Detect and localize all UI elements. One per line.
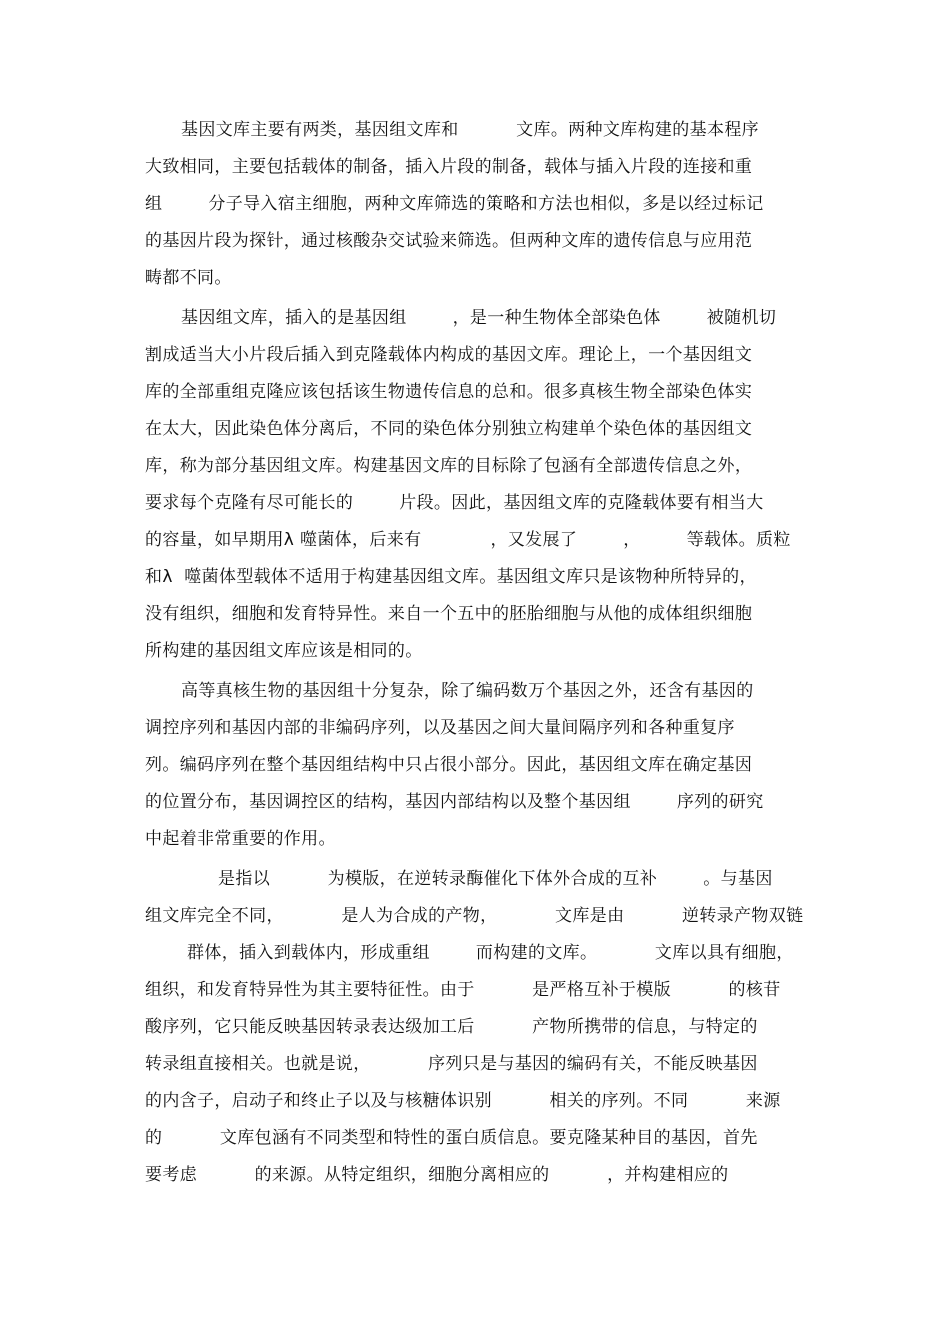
paragraph-3-line-3: 列。编码序列在整个基因组结构中只占很小部分。因此，基因组文库在确定基因	[145, 755, 753, 775]
paragraph-2-line-8: 和λ 噬菌体型载体不适用于构建基因组文库。基因组文库只是该物种所特异的，	[145, 567, 757, 587]
paragraph-1-line-1: 基因文库主要有两类，基因组文库和 文库。两种文库构建的基本程序	[181, 120, 760, 140]
paragraph-1-line-2: 大致相同，主要包括载体的制备，插入片段的制备，载体与插入片段的连接和重	[145, 157, 753, 177]
paragraph-4-line-4: 组织，和发育特异性为其主要特征性。由于 是严格互补于模版 的核苷	[145, 980, 781, 1000]
paragraph-4-line-9: 要考虑 的来源。从特定组织，细胞分离相应的 ，并构建相应的	[145, 1165, 729, 1185]
paragraph-4-line-5: 酸序列，它只能反映基因转录表达级加工后 产物所携带的信息，与特定的	[145, 1017, 758, 1037]
paragraph-2-line-1: 基因组文库，插入的是基因组 ，是一种生物体全部染色体 被随机切	[181, 308, 777, 328]
paragraph-4-line-2: 组文库完全不同， 是人为合成的产物， 文库是由 逆转录产物双链	[145, 906, 804, 926]
paragraph-4-line-3: 群体，插入到载体内，形成重组 而构建的文库。 文库以具有细胞，	[187, 943, 794, 963]
paragraph-4-line-1: 是指以 为模版，在逆转录酶催化下体外合成的互补 。与基因	[218, 869, 773, 889]
paragraph-3-line-5: 中起着非常重要的作用。	[145, 829, 336, 849]
paragraph-2-line-7: 的容量，如早期用λ 噬菌体，后来有 ，又发展了 ， 等载体。质粒	[145, 530, 791, 550]
paragraph-2-line-10: 所构建的基因组文库应该是相同的。	[145, 641, 423, 661]
paragraph-2-line-9: 没有组织，细胞和发育特异性。来自一个五中的胚胎细胞与从他的成体组织细胞	[145, 604, 753, 624]
paragraph-4-line-6: 转录组直接相关。也就是说， 序列只是与基因的编码有关，不能反映基因	[145, 1054, 758, 1074]
paragraph-3-line-4: 的位置分布，基因调控区的结构，基因内部结构以及整个基因组 序列的研究	[145, 792, 764, 812]
paragraph-1-line-5: 畴都不同。	[145, 268, 232, 288]
paragraph-2-line-3: 库的全部重组克隆应该包括该生物遗传信息的总和。很多真核生物全部染色体实	[145, 382, 753, 402]
paragraph-3-line-2: 调控序列和基因内部的非编码序列，以及基因之间大量间隔序列和各种重复序	[145, 718, 735, 738]
paragraph-2-line-6: 要求每个克隆有尽可能长的 片段。因此，基因组文库的克隆载体要有相当大	[145, 493, 764, 513]
paragraph-4-line-7: 的内含子，启动子和终止子以及与核糖体识别 相关的序列。不同 来源	[145, 1091, 781, 1111]
paragraph-2-line-4: 在太大，因此染色体分离后，不同的染色体分别独立构建单个染色体的基因组文	[145, 419, 753, 439]
paragraph-2-line-2: 割成适当大小片段后插入到克隆载体内构成的基因文库。理论上，一个基因组文	[145, 345, 753, 365]
paragraph-3-line-1: 高等真核生物的基因组十分复杂，除了编码数万个基因之外，还含有基因的	[181, 681, 754, 701]
paragraph-1-line-3: 组 分子导入宿主细胞，两种文库筛选的策略和方法也相似，多是以经过标记	[145, 194, 764, 214]
paragraph-4-line-8: 的 文库包涵有不同类型和特性的蛋白质信息。要克隆某种目的基因，首先	[145, 1128, 758, 1148]
paragraph-2-line-5: 库，称为部分基因组文库。构建基因文库的目标除了包涵有全部遗传信息之外，	[145, 456, 753, 476]
paragraph-1-line-4: 的基因片段为探针，通过核酸杂交试验来筛选。但两种文库的遗传信息与应用范	[145, 231, 753, 251]
